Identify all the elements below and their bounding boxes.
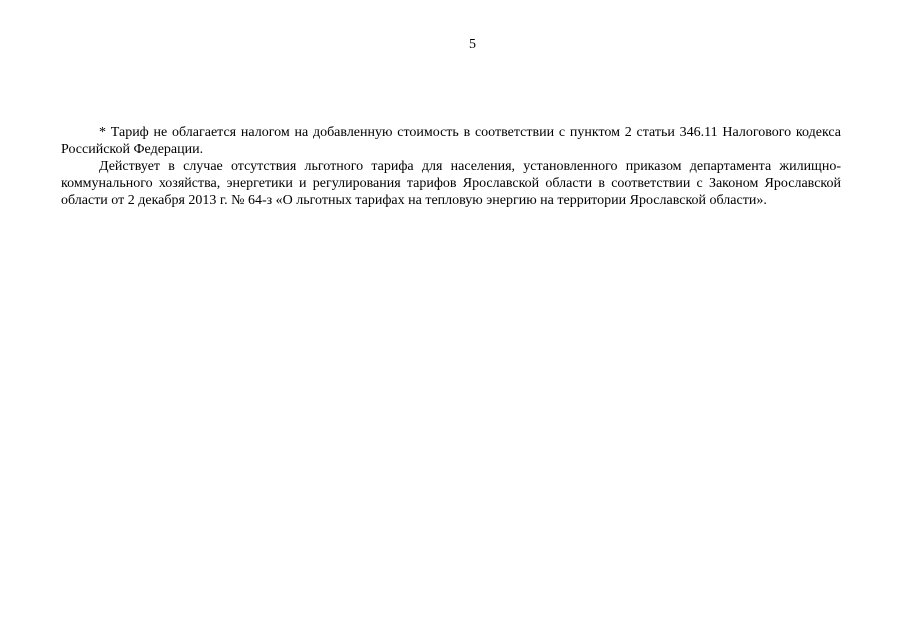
page-number: 5 bbox=[469, 37, 476, 52]
footnote-vat-exemption: * Тариф не облагается налогом на добавленную стоимость в соответствии с пунктом 2 статьи 346.11 Налогового кодекса Российской Федерации. bbox=[61, 125, 841, 157]
validity-clause: Действует в случае отсутствия льготного тарифа для населения, установленного приказом департамента жилищно-коммунального хозяйства, энергетики и регулирования тарифов Ярославской области в соответствии с Законом Ярославской области от 2 декабря 2013 г. № 64-з «О льготных тарифах на тепловую энергию на территории Ярославской области». bbox=[61, 159, 841, 208]
notes-section bbox=[61, 124, 841, 209]
